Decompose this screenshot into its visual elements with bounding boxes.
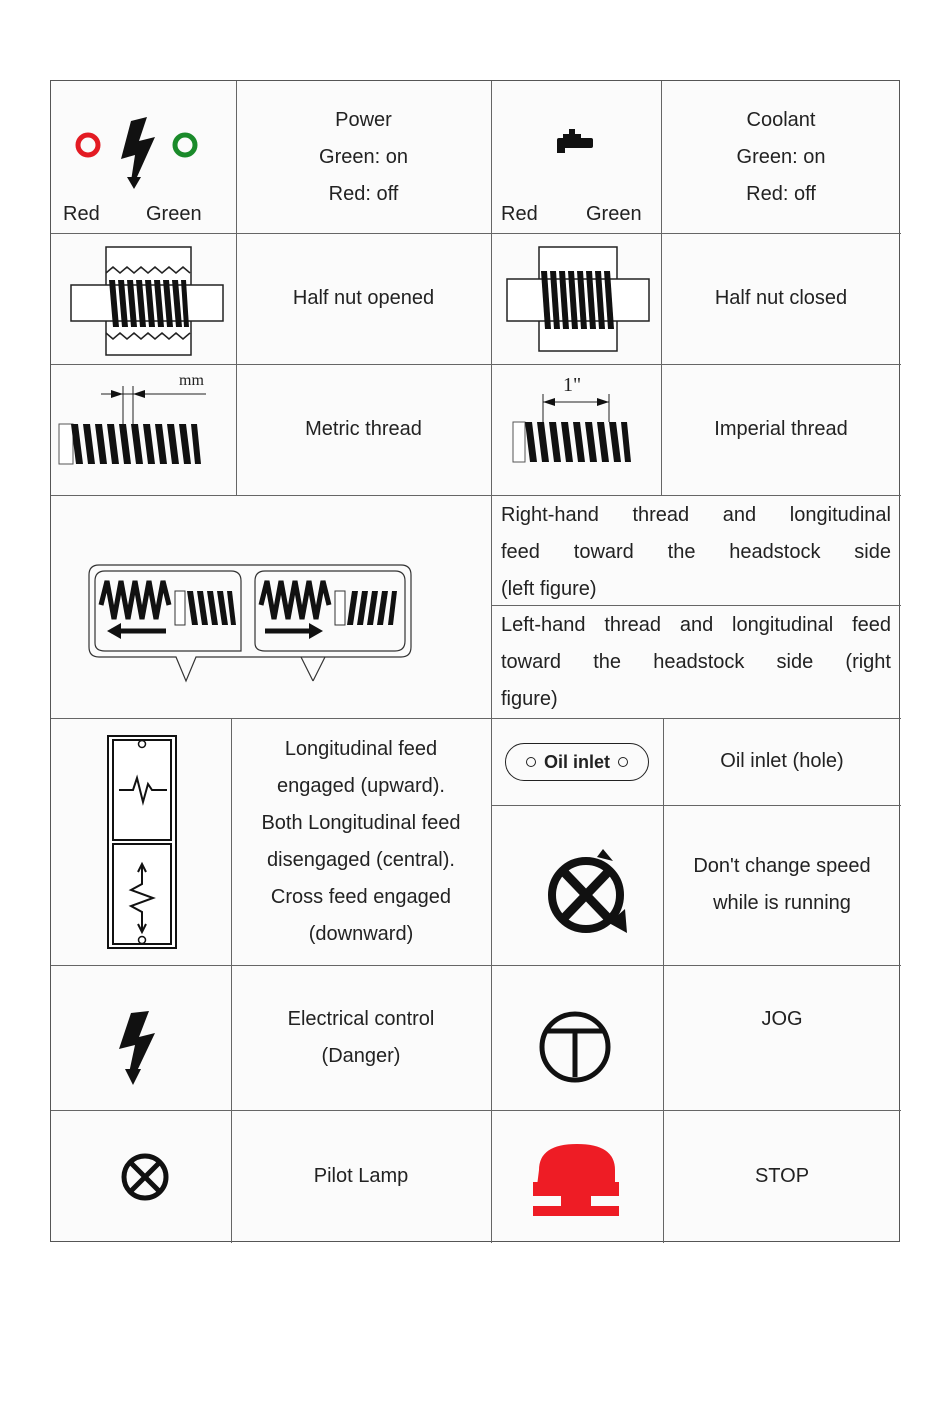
power-icon-cell: [51, 81, 236, 233]
pilot-lamp-icon-cell: [51, 1110, 231, 1243]
oil-inlet-badge-cell: [491, 718, 663, 805]
imperial-thread-label: Imperial thread: [714, 418, 848, 440]
coolant-red-label: Red: [501, 203, 538, 225]
left-hand-feed-description: [491, 605, 901, 718]
oil-inlet-label: Oil inlet (hole): [720, 750, 844, 772]
half-nut-opened-label: Half nut opened: [292, 287, 435, 309]
jog-label: JOG: [761, 1008, 803, 1030]
power-title: Power: [335, 108, 392, 131]
no-speed-change-line-2: while is running: [713, 892, 851, 914]
coolant-icon: [491, 81, 661, 191]
metric-unit-label: mm: [179, 372, 204, 389]
imperial-unit-label: 1": [563, 374, 582, 396]
half-nut-opened-description: [236, 233, 491, 364]
pilot-lamp-description: [231, 1110, 491, 1243]
jog-icon: [491, 965, 663, 1110]
no-speed-change-icon: [491, 805, 663, 965]
lightning-danger-icon-cell: [51, 965, 231, 1110]
power-green-label: Green: [146, 203, 202, 225]
feed-lever-line-2: engaged (upward).: [277, 774, 445, 797]
oil-inlet-badge-label: Oil inlet: [543, 751, 610, 772]
oil-hole-icon: [618, 757, 628, 767]
half-nut-opened-icon-cell: [51, 233, 236, 364]
right-hand-line-3: (left figure): [501, 578, 597, 600]
feed-lever-line-3: Both Longitudinal feed: [261, 811, 461, 834]
coolant-red-state: Red: off: [746, 182, 816, 205]
no-speed-change-line-1: Don't change speed: [693, 855, 871, 877]
no-speed-change-icon-cell: [491, 805, 663, 965]
feed-lever-description: [231, 718, 491, 965]
left-hand-line-2: toward the headstock side (right: [501, 651, 891, 673]
feed-lever-icon: [51, 718, 231, 965]
coolant-icon-cell: [491, 81, 661, 233]
metric-thread-description: [236, 364, 491, 495]
oil-hole-icon: [526, 757, 536, 767]
left-hand-line-1: Left-hand thread and longitudinal feed: [501, 614, 891, 636]
electrical-control-description: [231, 965, 491, 1110]
pilot-lamp-icon: [51, 1110, 231, 1243]
pilot-lamp-label: Pilot Lamp: [313, 1165, 409, 1187]
stop-description: [663, 1110, 901, 1243]
feed-lever-line-4: disengaged (central).: [267, 848, 455, 871]
no-speed-change-description: [663, 805, 901, 965]
jog-description: [663, 965, 901, 1110]
half-nut-closed-description: [661, 233, 901, 364]
half-nut-closed-label: Half nut closed: [714, 287, 848, 309]
imperial-thread-icon-cell: [491, 364, 661, 495]
feed-direction-icon: [51, 495, 491, 718]
feed-lever-line-5: Cross feed engaged: [270, 885, 452, 908]
power-icon: [51, 81, 236, 191]
stop-label: STOP: [754, 1165, 810, 1187]
feed-lever-line-6: (downward): [308, 922, 414, 945]
right-hand-line-1: Right-hand thread and longitudinal: [501, 504, 891, 526]
stop-button-icon: [491, 1110, 663, 1243]
lightning-danger-icon: [51, 965, 231, 1110]
coolant-title: Coolant: [746, 108, 816, 131]
feed-lever-icon-cell: [51, 718, 231, 965]
right-hand-feed-description: [491, 495, 901, 605]
feed-direction-icon-cell: [51, 495, 491, 718]
feed-lever-line-1: Longitudinal feed: [284, 737, 438, 760]
oil-inlet-description: [663, 718, 901, 805]
left-hand-line-3: figure): [501, 688, 558, 710]
coolant-description: [661, 81, 901, 233]
power-red-state: Red: off: [328, 182, 399, 205]
metric-thread-icon-cell: [51, 364, 236, 495]
coolant-green-state: Green: on: [736, 145, 826, 168]
coolant-green-label: Green: [586, 203, 642, 225]
power-description: [236, 81, 491, 233]
stop-button-icon-cell: [491, 1110, 663, 1243]
power-red-label: Red: [63, 203, 100, 225]
half-nut-closed-icon-cell: [491, 233, 661, 364]
electrical-control-line-1: Electrical control: [287, 1007, 435, 1030]
electrical-control-line-2: (Danger): [321, 1044, 401, 1067]
power-green-state: Green: on: [319, 145, 408, 168]
symbol-table: [50, 80, 900, 1242]
imperial-thread-description: [661, 364, 901, 495]
metric-thread-label: Metric thread: [305, 418, 422, 440]
half-nut-closed-icon: [491, 233, 661, 364]
metric-thread-icon: [51, 364, 236, 495]
jog-icon-cell: [491, 965, 663, 1110]
oil-inlet-badge: [505, 743, 649, 781]
half-nut-opened-icon: [51, 233, 236, 364]
right-hand-line-2: feed toward the headstock side: [501, 541, 891, 563]
